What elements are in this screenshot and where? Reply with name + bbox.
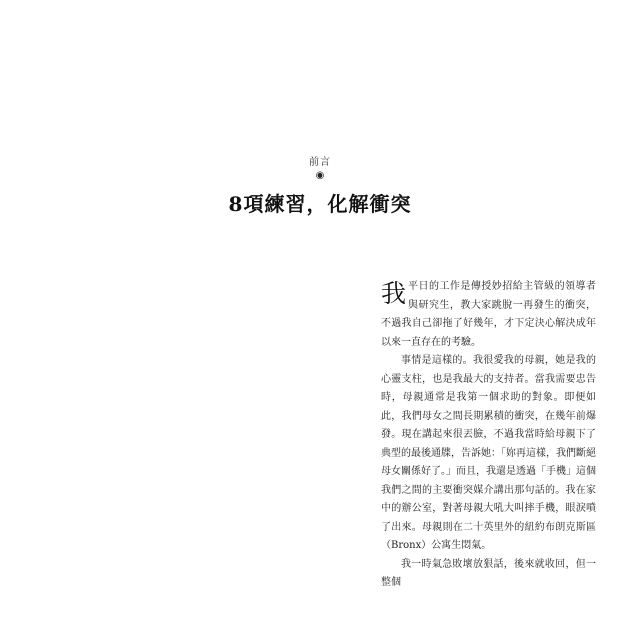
body-text [381,278,596,593]
chapter-title: 8項練習，化解衝突 [228,192,412,216]
drop-cap: 我 [381,279,407,308]
section-label: 前言 [309,157,331,168]
paragraph-3: 我一時氣急敗壞放狠話，後來就收回，但一整個 [381,558,596,588]
paragraph-2: 事情是這樣的。我很愛我的母親，她是我的心靈支柱，也是我最大的支持者。當我需要忠告時，母親通常是我第一個求助的對象。即便如此，我們母女之間長期累積的衝突，在幾年前爆發。現在講起來很丟臉，不過我當時給母親下了典型的最後通牒，告訴她：「妳再這樣，我們斷絕母女關係好了。」而且，我還是透過「手機」這個我們之間的主要衝突媒介講出那句話的。我在家中的辦公室，對著母親大吼大叫摔手機，眼淚噴了出來。母親則在二十英里外的紐約布朗克斯區（Bronx）公寓生悶氣。 [381,355,596,551]
paragraph-1 [381,278,596,352]
paragraph-1-text: 平日的工作是傳授妙招給主管級的領導者與研究生，教大家跳脫一再發生的衝突，不過我自己卻拖了好幾年，才下定決心解決成年以來一直存在的考驗。 [381,281,596,348]
ornament-icon: ◉ [315,170,325,181]
